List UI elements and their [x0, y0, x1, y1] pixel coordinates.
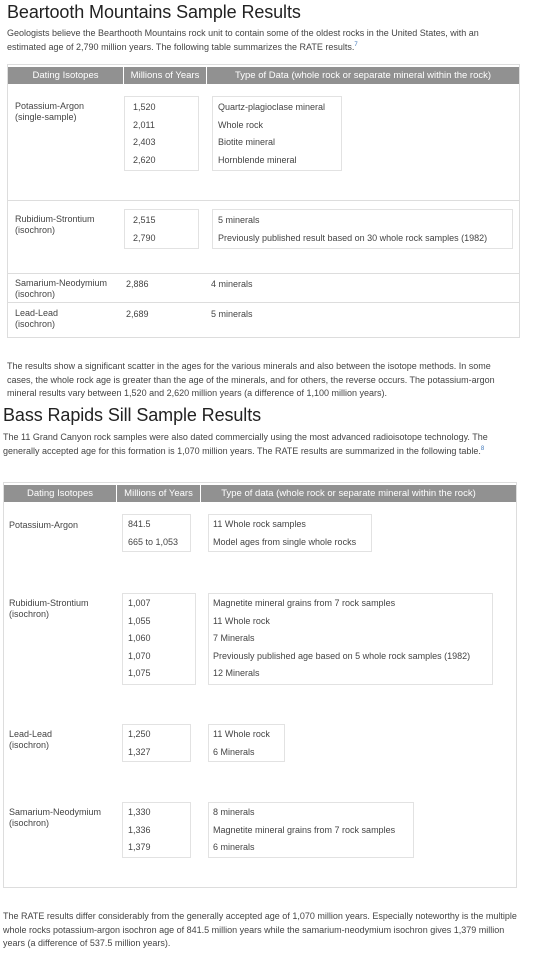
isotope-label: Rubidium-Strontium (isochron)	[9, 598, 89, 619]
data-type: 6 Minerals	[213, 747, 255, 757]
data-type: 12 Minerals	[213, 668, 260, 678]
years-value: 841.5	[128, 519, 151, 529]
years-value: 1,070	[128, 651, 151, 661]
row-divider	[8, 302, 519, 303]
column-header: Dating Isotopes	[26, 488, 93, 499]
years-value: 2,886	[126, 279, 149, 289]
summary-paragraph: The RATE results differ considerably from the generally accepted age of 1,070 million years. Especially noteworthy is the multiple whole rocks potassium-argon isochron age of 841.5 million years while the samarium-neodymium isochron gives 1,379 million years (a difference of 537.5 million years).	[3, 911, 517, 948]
data-type: 6 minerals	[213, 842, 255, 852]
types-box	[208, 724, 285, 762]
isotope-label: Lead-Lead (isochron)	[15, 308, 59, 329]
years-box	[124, 209, 199, 249]
data-type: Model ages from single whole rocks	[213, 537, 357, 547]
data-type: 5 minerals	[211, 309, 253, 319]
types-box	[208, 514, 372, 552]
table-header	[8, 67, 519, 84]
row-divider	[8, 273, 519, 274]
row-divider	[8, 200, 519, 201]
bass-rapids-results-table	[3, 482, 517, 888]
data-type: 8 minerals	[213, 807, 255, 817]
column-header: Millions of Years	[123, 67, 206, 84]
data-type: Magnetite mineral grains from 7 rock samples	[213, 598, 396, 608]
types-box	[208, 593, 493, 685]
data-type: 11 Whole rock samples	[213, 519, 306, 529]
data-type: Whole rock	[218, 120, 264, 130]
column-header: Millions of Years	[116, 485, 200, 502]
column-header: Dating Isotopes	[32, 70, 99, 81]
years-box	[122, 802, 191, 858]
years-box	[122, 514, 191, 552]
isotope-label: Potassium-Argon (single-sample)	[15, 101, 85, 122]
years-value: 1,327	[128, 747, 151, 757]
years-box	[122, 593, 196, 685]
data-type: 11 Whole rock	[213, 616, 270, 626]
years-value: 2,515	[133, 215, 156, 225]
years-value: 1,250	[128, 729, 151, 739]
years-box	[122, 724, 191, 762]
years-value: 1,060	[128, 633, 151, 643]
table-header	[4, 485, 516, 502]
years-value: 1,075	[128, 668, 151, 678]
years-value: 1,520	[133, 102, 156, 112]
section-title: Beartooth Mountains Sample Results	[7, 2, 301, 22]
column-header: Type of Data (whole rock or separate mineral within the rock)	[206, 67, 519, 84]
isotope-label: Lead-Lead (isochron)	[9, 729, 53, 750]
summary-paragraph: The results show a significant scatter in the ages for the various minerals and also between the isotope methods. In some cases, the whole rock age is greater than the age of the minerals, and for others, the reverse occurs. The potassium-argon mineral results vary between 1,520 and 2,620 million years (a difference of 1,100 million years).	[7, 361, 495, 398]
years-value: 2,689	[126, 309, 149, 319]
types-box	[208, 802, 414, 858]
intro-paragraph: Geologists believe the Bearthooth Mountains rock unit to contain some of the oldest rocks in the United States, with an estimated age of 2,790 million years. The following table summarizes the RATE results.$^7$	[7, 28, 479, 52]
isotope-label: Samarium-Neodymium (isochron)	[9, 807, 102, 828]
types-box	[212, 96, 342, 171]
data-type: Magnetite mineral grains from 7 rock samples	[213, 825, 396, 835]
years-value: 2,620	[133, 155, 156, 165]
isotope-label: Rubidium-Strontium (isochron)	[15, 214, 95, 235]
data-type: Quartz-plagioclase mineral	[218, 102, 326, 112]
data-type: Previously published age based on 5 whole rock samples (1982)	[213, 651, 471, 661]
years-value: 2,011	[133, 120, 155, 130]
years-value: 1,055	[128, 616, 151, 626]
years-value: 1,330	[128, 807, 151, 817]
footnote-link[interactable]: 8	[480, 445, 485, 452]
years-value: 2,403	[133, 137, 156, 147]
data-type: 7 Minerals	[213, 633, 255, 643]
years-value: 1,007	[128, 598, 151, 608]
years-box	[124, 96, 199, 171]
years-value: 2,790	[133, 233, 156, 243]
intro-paragraph: The 11 Grand Canyon rock samples were also dated commercially using the most advanced radioisotope technology. The generally accepted age for this formation is 1,070 million years. The RATE results are summarized in the following table.$^8$	[3, 432, 488, 456]
years-value: 1,336	[128, 825, 151, 835]
section-title: Bass Rapids Sill Sample Results	[3, 405, 262, 425]
data-type: 5 minerals	[218, 215, 260, 225]
data-type: Previously published result based on 30 whole rock samples (1982)	[218, 233, 488, 243]
column-header: Type of data (whole rock or separate mineral within the rock)	[200, 485, 496, 502]
years-value: 665 to 1,053	[128, 537, 179, 547]
types-box	[212, 209, 513, 249]
data-type: Hornblende mineral	[218, 155, 297, 165]
years-value: 1,379	[128, 842, 151, 852]
data-type: Biotite mineral	[218, 137, 276, 147]
isotope-label: Samarium-Neodymium (isochron)	[15, 278, 108, 299]
data-type: 11 Whole rock	[213, 729, 270, 739]
beartooth-results-table	[7, 64, 520, 338]
data-type: 4 minerals	[211, 279, 253, 289]
isotope-label: Potassium-Argon	[9, 520, 79, 530]
footnote-link[interactable]: 7	[354, 41, 358, 48]
